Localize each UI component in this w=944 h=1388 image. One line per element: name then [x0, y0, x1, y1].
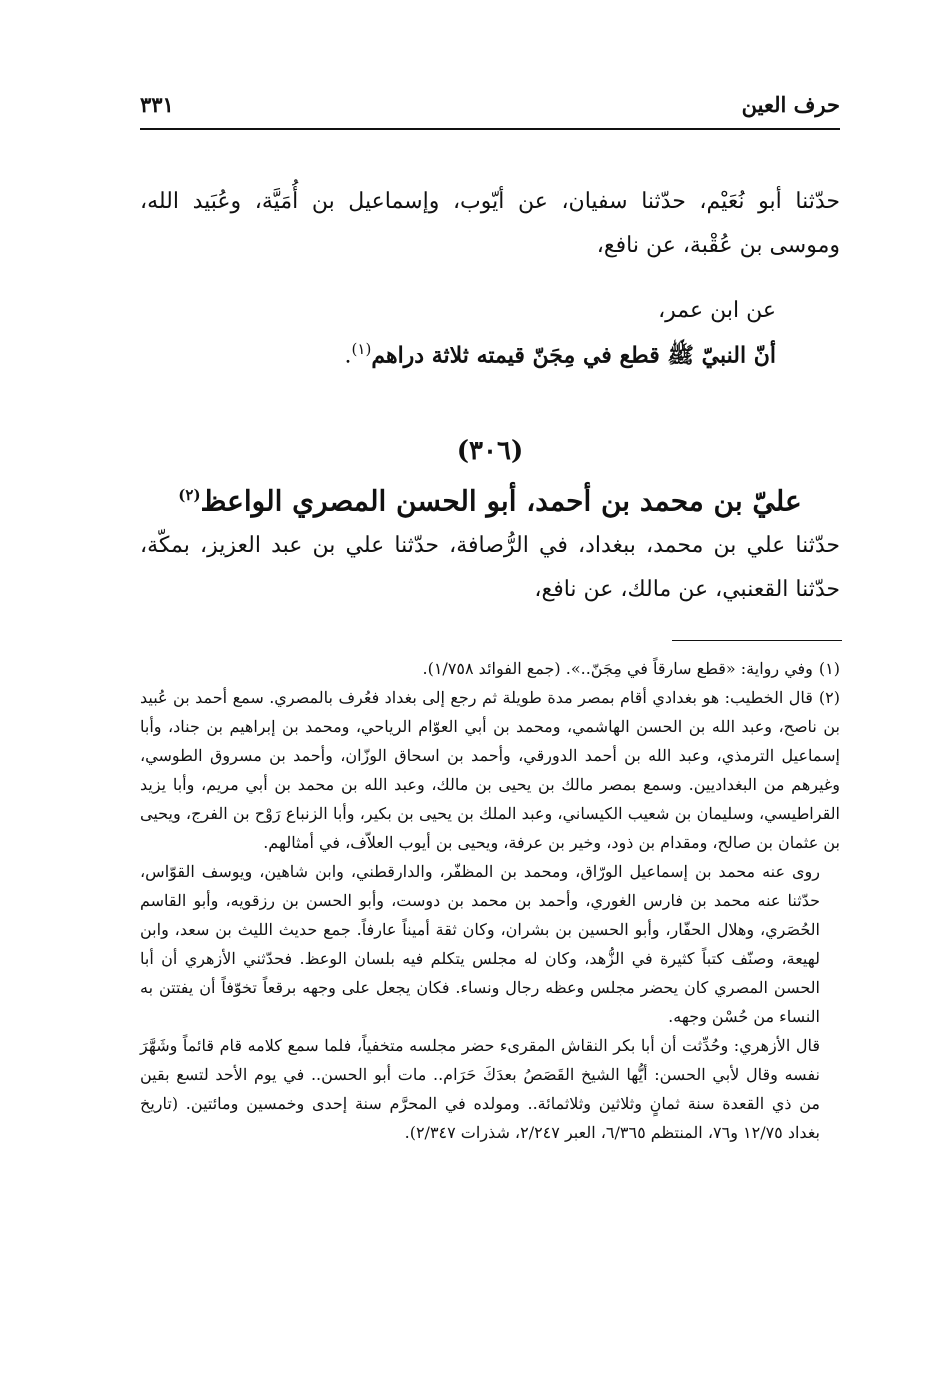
footnote-2-text: قال الخطيب: هو بغدادي أقام بمصر مدة طويلة ثم رجع إلى بغداد فعُرف بالمصري. سمع أحمد بن عُبيد بن ناصح، وعبد الله بن الحسن الهاشمي، ومحمد بن أبي العوّام الرياحي، ومحمد بن إبراهيم بن جناد، وأبا إسماعيل الترمذي، وعبد الله بن أحمد الدورقي، وأحمد بن اسحاق الوزّان، وأحمد بن مسروق الطوسي، وغيرهم من البغداديين. وسمع بمصر مالك بن يحيى بن مالك، وعبد الله بن محمد بن أبي مريم، وأبا يزيد القراطيسي، وسليمان بن شعيب الكيساني، وعبد الملك بن يحيى بن بكير، وأبا الزنباع رَوْح بن الفرج، ويحيى بن عثمان بن صالح، ومقدام بن ذود، وخير بن عرفة، ويحيى بن أيوب العلاّف، في أمثالهم. — [140, 688, 840, 852]
footnote-1 — [140, 654, 840, 683]
footnote-1-text: وفي رواية: «قطع سارقاً في مِجَنّ..». (جمع الفوائد ١/٧٥٨). — [422, 659, 813, 678]
isnad-paragraph: حدّثنا أبو نُعَيْم، حدّثنا سفيان، عن أيّوب، وإسماعيل بن أُمَيَّة، وعُبَيد الله، وموسى بن عُقْبة، عن نافع، — [140, 189, 840, 258]
hadith-text-line — [140, 330, 776, 375]
hadith-number: (٣٠٦) — [456, 436, 524, 467]
footnote-2-paragraph-2: روى عنه محمد بن إسماعيل الورّاق، ومحمد بن المظفّر، والدارقطني، وابن شاهين، ويوسف القوّاس، حدّثنا عنه محمد بن فارس الغوري، وأحمد بن محمد بن دوست، وأبو الحسن بن رزقويه، وأبو القاسم الحُصَري، وهلال الحفّار، وأبو الحسين بن بشران، وكان ثقة أميناً عارفاً. جمع حديث الليث بن سعد، وابن لهيعة، وصنّف كتباً كثيرة في الزُّهد، وكان له مجلس يتكلم فيه بلسان الوعظ. فحدّثني الأزهري أن أبا الحسن المصري كان يحضر مجلس وعظه رجال ونساء. فكان يجعل على وجهه برقعاً تخوّفاً أن يفتتن به النساء من حُسْن وجهه. — [140, 862, 820, 1026]
hadith-title — [140, 473, 840, 523]
hadith-title-text: عليّ بن محمد بن أحمد، أبو الحسن المصري الواعظ — [200, 484, 802, 518]
footnote-marker-1[interactable]: (١) — [351, 340, 372, 358]
main-text — [140, 180, 840, 612]
hadith-matn — [140, 292, 840, 375]
page-number: ٣٣١ — [140, 92, 174, 117]
footnote-1-number: (١) — [818, 659, 840, 678]
footnote-2-number: (٢) — [818, 688, 840, 707]
footnote-marker-2[interactable]: (٢) — [178, 486, 201, 505]
narrator-line: عن ابن عمر، — [658, 298, 776, 323]
footnotes — [140, 654, 840, 1147]
sentence-end: . — [344, 343, 352, 369]
footnote-2 — [140, 683, 840, 857]
footnote-2-paragraph-3: قال الأزهري: وحُدِّثت أن أبا بكر النقاش المقرىء حضر مجلسه متخفياً، فلما سمع كلامه قام قائماً وشَهَّرَ نفسه وقال لأبي الحسن: أيُّها الشيخ القَصَصُ بعدَكَ حَرَام.. مات أبو الحسن.. في يوم الأحد لتسع بقين من ذي القعدة سنة ثمانٍ وثلاثين وثلاثمائة.. ومولده في المحرَّم سنة إحدى وخمسين ومائتين. (تاريخ بغداد ١٢/٧٥ و٧٦، المنتظم ٦/٣٦٥، العبر ٢/٢٤٧، شذرات ٢/٣٤٧). — [140, 1036, 820, 1142]
running-title: حرف العين — [741, 92, 840, 117]
hadith-text: أنّ النبيّ ﷺ قطع في مِجَنّ قيمته ثلاثة دراهم — [371, 342, 776, 369]
header-divider — [140, 128, 840, 130]
isnad-paragraph-2: حدّثنا علي بن محمد، ببغداد، في الرُّصافة، حدّثنا علي بن عبد العزيز، بمكّة، حدّثنا القعنبي، عن مالك، عن نافع، — [140, 532, 840, 602]
running-header — [140, 92, 840, 128]
footnote-divider — [672, 640, 842, 641]
